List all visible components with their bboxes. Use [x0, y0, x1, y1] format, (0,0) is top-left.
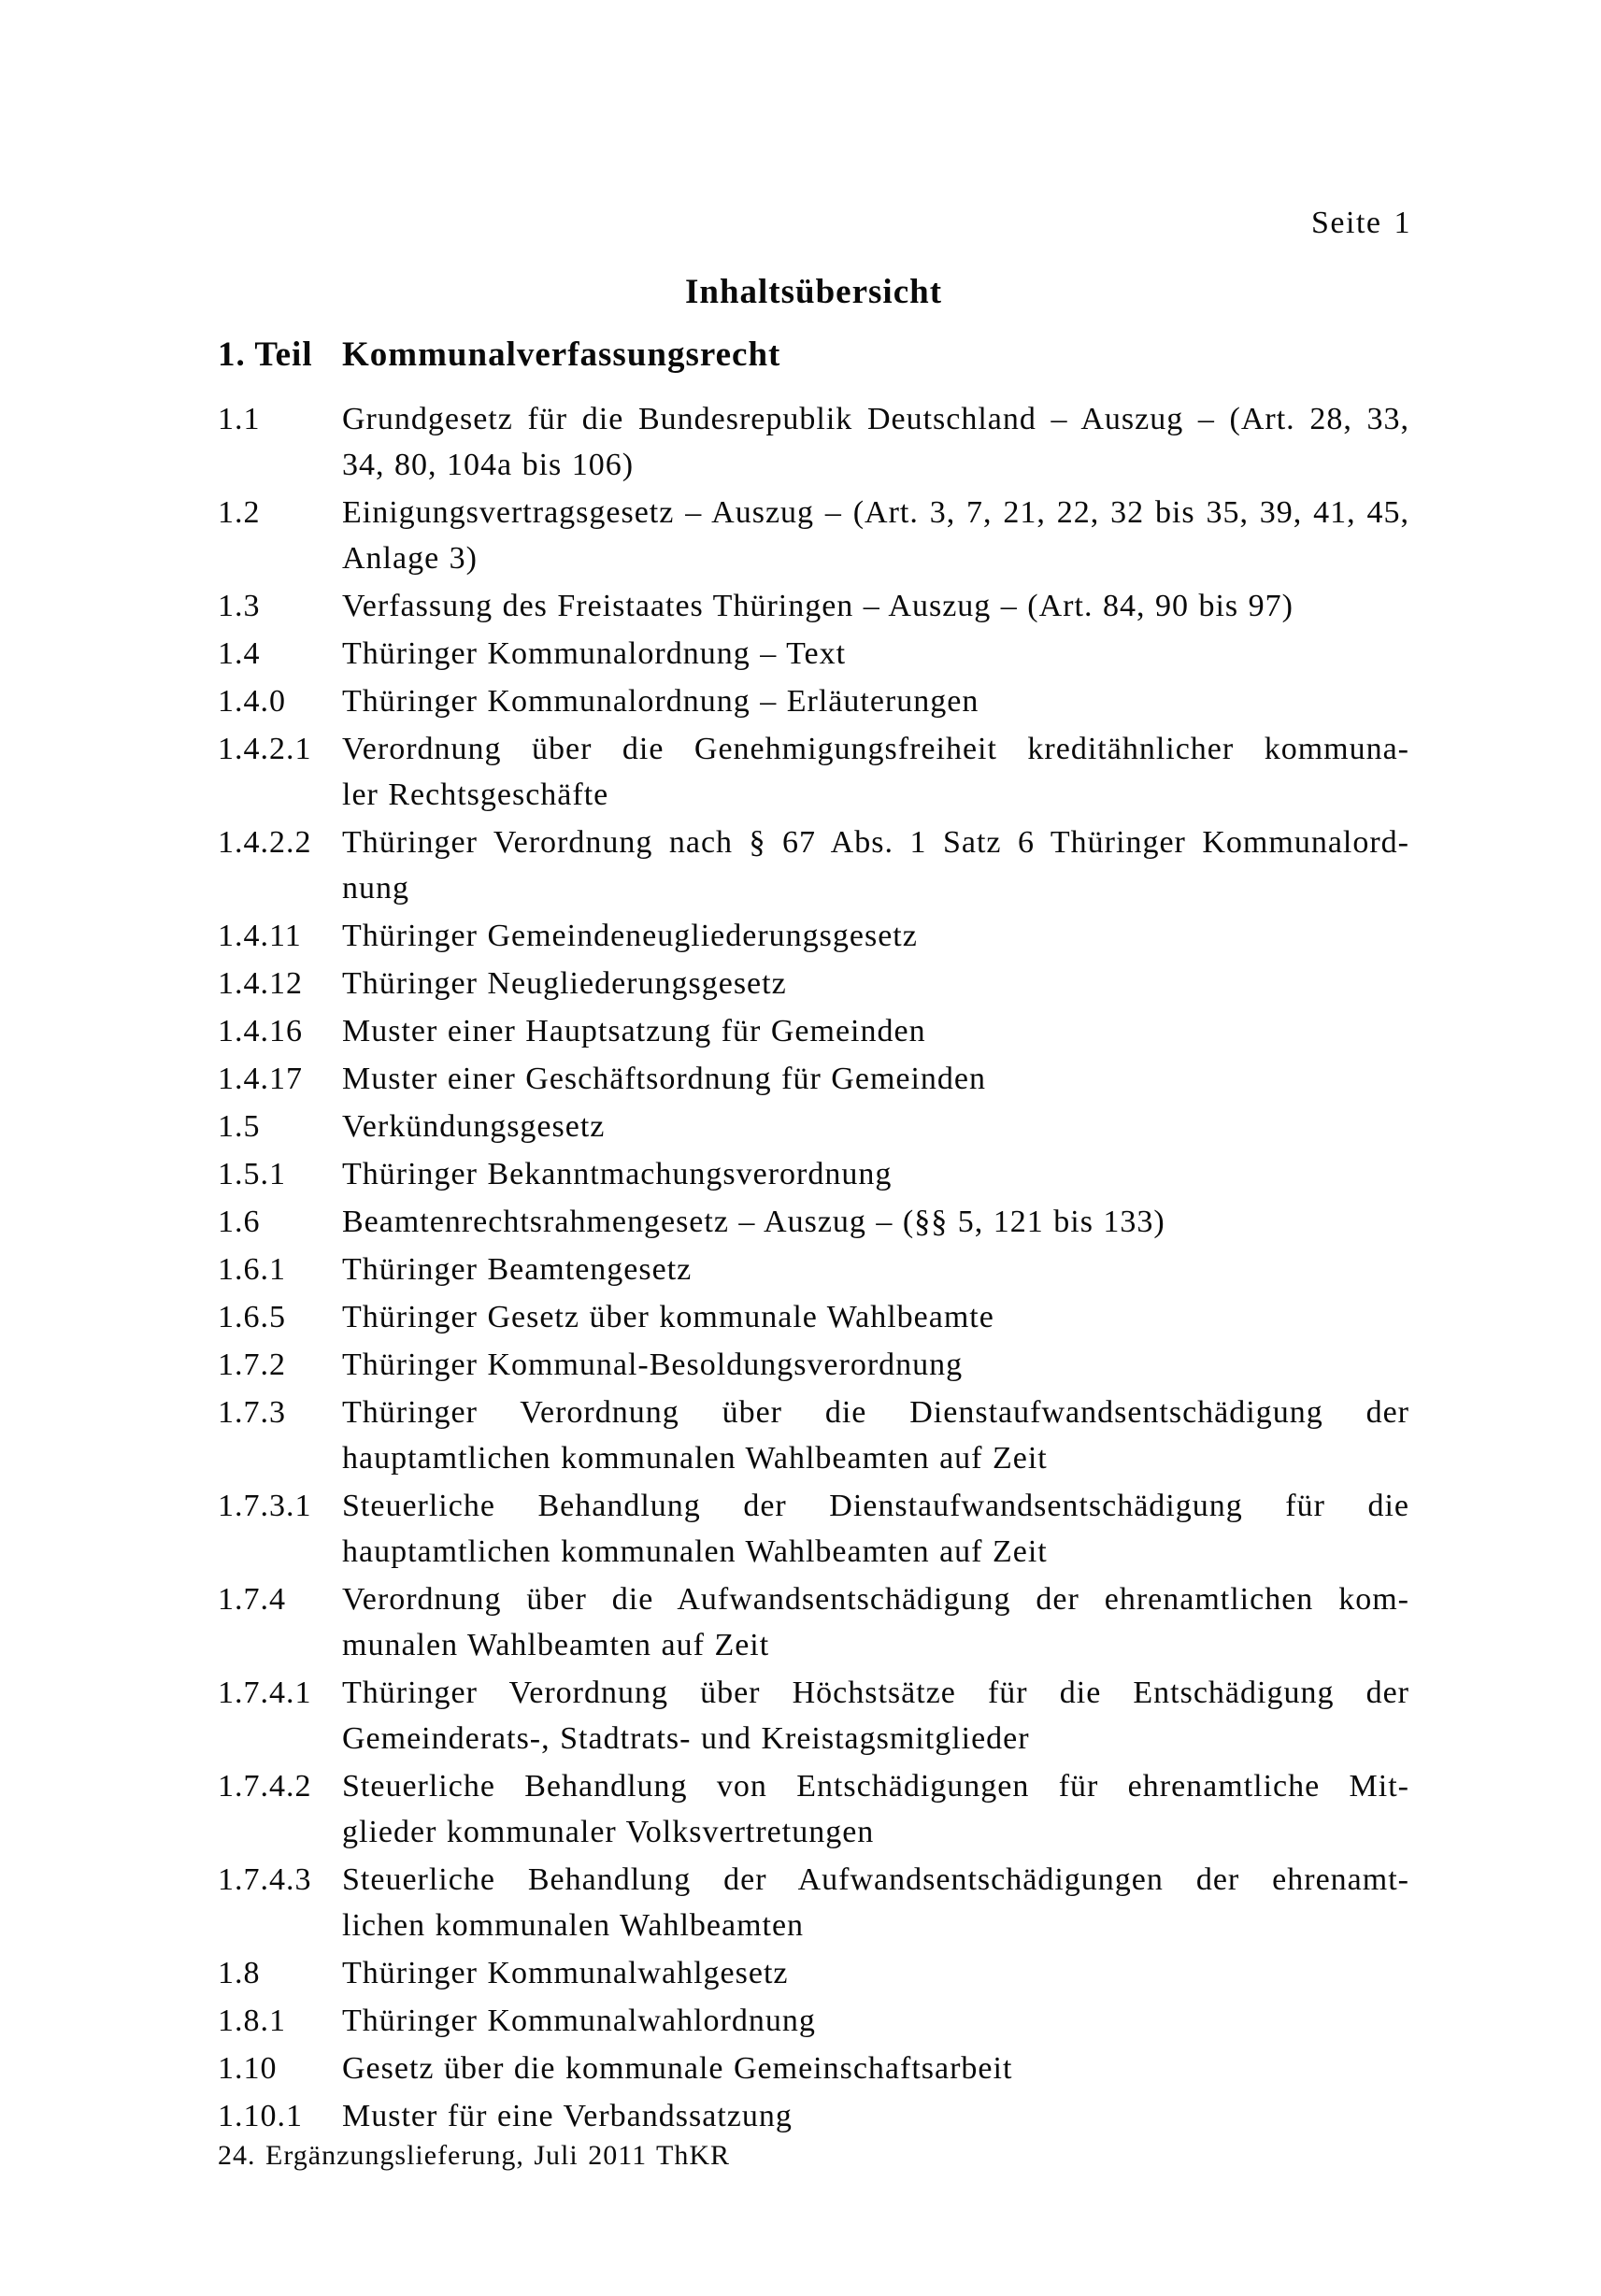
toc-entry [218, 1857, 1409, 1948]
toc-entry [218, 2046, 1409, 2091]
toc-entry-line: Muster einer Geschäftsordnung für Gemeinden [342, 1062, 987, 1096]
toc-entry-number: 1.6.1 [218, 1252, 286, 1287]
toc-entry-line: Thüringer Kommunalwahlgesetz [342, 1956, 789, 1990]
toc-entry-text [342, 726, 1409, 818]
toc-entry [218, 2093, 1409, 2139]
toc-entry [218, 490, 1409, 581]
toc-entry-number: 1.10.1 [218, 2099, 303, 2133]
toc-entry-line: Verfassung des Freistaates Thüringen – Auszug – (Art. 84, 90 bis 97) [342, 589, 1294, 623]
toc-entry-text [342, 820, 1409, 911]
toc-entry-text [342, 1763, 1409, 1855]
toc-entry [218, 1763, 1409, 1855]
toc-entry-number: 1.4.12 [218, 966, 303, 1001]
toc-entry-line: Thüringer Kommunalordnung – Erläuterungen [342, 684, 979, 719]
toc-entry [218, 583, 1409, 629]
toc-entry-line: Thüringer Verordnung über die Dienstaufwandsentschädigung der [342, 1395, 1409, 1430]
toc-entry-number: 1.7.3.1 [218, 1489, 312, 1523]
toc-entry [218, 1247, 1409, 1292]
toc-entry-text [342, 1294, 1409, 1340]
toc-entry-line: Muster einer Hauptsatzung für Gemeinden [342, 1014, 926, 1048]
toc-entry-line: nung [342, 871, 409, 906]
toc-entry-text [342, 1151, 1409, 1197]
toc-entry-text [342, 396, 1409, 488]
toc-entry-text [342, 631, 1409, 677]
toc-entry-line: Verordnung über die Aufwandsentschädigung der ehrenamtlichen kom- [342, 1582, 1409, 1617]
toc-entry [218, 1390, 1409, 1481]
toc-entry-number: 1.4.17 [218, 1062, 303, 1096]
toc-entry-number: 1.4.0 [218, 684, 286, 719]
toc-entry [218, 726, 1409, 818]
toc-entry-line: Thüringer Beamtengesetz [342, 1252, 693, 1287]
toc-entry-text [342, 1390, 1409, 1481]
toc-entry-line: Grundgesetz für die Bundesrepublik Deutschland – Auszug – (Art. 28, 33, [342, 402, 1409, 436]
toc-entry-number: 1.5.1 [218, 1157, 286, 1191]
toc-entry [218, 820, 1409, 911]
toc-entry-line: Verkündungsgesetz [342, 1109, 606, 1144]
toc-entry-number: 1.6 [218, 1205, 261, 1239]
toc-entry-line: Thüringer Gesetz über kommunale Wahlbeamte [342, 1300, 994, 1334]
toc-entry-number: 1.7.2 [218, 1348, 286, 1382]
toc-entry [218, 961, 1409, 1006]
toc-entry [218, 1104, 1409, 1149]
toc-entry-text [342, 1857, 1409, 1948]
toc-entry-text [342, 913, 1409, 959]
toc-entry-text [342, 1998, 1409, 2044]
toc-entry-number: 1.1 [218, 402, 261, 436]
page-title: Inhaltsübersicht [684, 273, 943, 311]
toc-entry-line: 34, 80, 104a bis 106) [342, 448, 635, 482]
toc-entry-line: Verordnung über die Genehmigungsfreiheit kreditähnlicher kommuna- [342, 732, 1409, 766]
toc-entry-number: 1.3 [218, 589, 261, 623]
toc-entry-line: Thüringer Verordnung nach § 67 Abs. 1 Satz 6 Thüringer Kommunalord- [342, 825, 1409, 860]
toc-entry-number: 1.5 [218, 1109, 261, 1144]
toc-entry-line: Thüringer Kommunal-Besoldungsverordnung [342, 1348, 964, 1382]
toc-entry-text [342, 1104, 1409, 1149]
toc-entry-number: 1.7.4 [218, 1582, 286, 1617]
toc-entry [218, 631, 1409, 677]
toc-entry [218, 1294, 1409, 1340]
toc-entry-number: 1.7.4.1 [218, 1676, 312, 1710]
toc-entry-text [342, 1576, 1409, 1668]
toc-entry-line: Anlage 3) [342, 541, 479, 576]
toc-entry-number: 1.2 [218, 495, 261, 530]
footer-note: 24. Ergänzungslieferung, Juli 2011 ThKR [218, 2140, 731, 2171]
toc-entry-line: Thüringer Bekanntmachungsverordnung [342, 1157, 893, 1191]
toc-entry-number: 1.8.1 [218, 2004, 286, 2038]
toc-entry [218, 1670, 1409, 1761]
toc-entry-text [342, 961, 1409, 1006]
toc-entry [218, 678, 1409, 724]
toc-entry-text [342, 583, 1409, 629]
toc-entry-text [342, 1247, 1409, 1292]
toc-entry-line: Gesetz über die kommunale Gemeinschaftsarbeit [342, 2051, 1013, 2086]
toc-entry-number: 1.7.4.3 [218, 1862, 312, 1897]
toc-entry-text [342, 1483, 1409, 1575]
toc-entry-number: 1.6.5 [218, 1300, 286, 1334]
toc-entry-line: Thüringer Kommunalordnung – Text [342, 636, 847, 671]
toc-entry [218, 1342, 1409, 1388]
toc-entry-line: Thüringer Kommunalwahlordnung [342, 2004, 816, 2038]
toc-entry [218, 1950, 1409, 1996]
toc-entry-text [342, 490, 1409, 581]
toc-entry-text [342, 1056, 1409, 1102]
toc-entry-number: 1.7.4.2 [218, 1769, 312, 1804]
toc-entry-line: hauptamtlichen kommunalen Wahlbeamten auf Zeit [342, 1441, 1048, 1476]
toc-entry-number: 1.7.3 [218, 1395, 286, 1430]
toc-entry-number: 1.10 [218, 2051, 278, 2086]
toc-entry-line: Steuerliche Behandlung der Aufwandsentschädigungen der ehrenamt- [342, 1862, 1409, 1897]
toc-entry-number: 1.4.16 [218, 1014, 303, 1048]
toc-entry [218, 1199, 1409, 1245]
toc-entry-line: Einigungsvertragsgesetz – Auszug – (Art. 3, 7, 21, 22, 32 bis 35, 39, 41, 45, [342, 495, 1409, 530]
toc-entry-number: 1.4.11 [218, 919, 302, 953]
toc-entry-line: glieder kommunaler Volksvertretungen [342, 1815, 875, 1849]
part-heading [218, 335, 1409, 375]
toc-entry [218, 396, 1409, 488]
toc-entry-text [342, 1342, 1409, 1388]
toc-entry-text [342, 2046, 1409, 2091]
toc-entry-line: Steuerliche Behandlung von Entschädigungen für ehrenamtliche Mit- [342, 1769, 1409, 1804]
toc-entry-line: Steuerliche Behandlung der Dienstaufwandsentschädigung für die [342, 1489, 1409, 1523]
toc-entry-text [342, 678, 1409, 724]
toc-entry-text [342, 1670, 1409, 1761]
toc-entry-text [342, 1008, 1409, 1054]
toc-entry-number: 1.4.2.2 [218, 825, 312, 860]
toc-entry-line: munalen Wahlbeamten auf Zeit [342, 1628, 770, 1662]
toc-entry-text [342, 2093, 1409, 2139]
toc-entry-number: 1.4.2.1 [218, 732, 312, 766]
toc-entry [218, 1151, 1409, 1197]
page-number: Seite 1 [1311, 206, 1411, 240]
toc-entry-text [342, 1950, 1409, 1996]
toc-entry-line: Muster für eine Verbandssatzung [342, 2099, 793, 2133]
toc-entry [218, 1483, 1409, 1575]
toc-entry-line: Beamtenrechtsrahmengesetz – Auszug – (§§ 5, 121 bis 133) [342, 1205, 1165, 1239]
toc-entry-text [342, 1199, 1409, 1245]
toc-entry-line: Gemeinderats-, Stadtrats- und Kreistagsmitglieder [342, 1721, 1030, 1756]
toc-entry-line: lichen kommunalen Wahlbeamten [342, 1908, 805, 1943]
toc-entry-line: Thüringer Gemeindeneugliederungsgesetz [342, 919, 918, 953]
part-title: Kommunalverfassungsrecht [342, 335, 781, 374]
toc-list [218, 396, 1409, 2141]
toc-entry-line: Thüringer Neugliederungsgesetz [342, 966, 787, 1001]
toc-entry-line: hauptamtlichen kommunalen Wahlbeamten auf Zeit [342, 1534, 1048, 1569]
toc-entry [218, 1008, 1409, 1054]
toc-entry [218, 913, 1409, 959]
toc-entry-number: 1.8 [218, 1956, 261, 1990]
toc-entry [218, 1998, 1409, 2044]
toc-entry-number: 1.4 [218, 636, 261, 671]
toc-entry-line: ler Rechtsgeschäfte [342, 777, 609, 812]
toc-entry [218, 1056, 1409, 1102]
part-number: 1. Teil [218, 335, 313, 374]
toc-entry [218, 1576, 1409, 1668]
toc-entry-line: Thüringer Verordnung über Höchstsätze für die Entschädigung der [342, 1676, 1409, 1710]
